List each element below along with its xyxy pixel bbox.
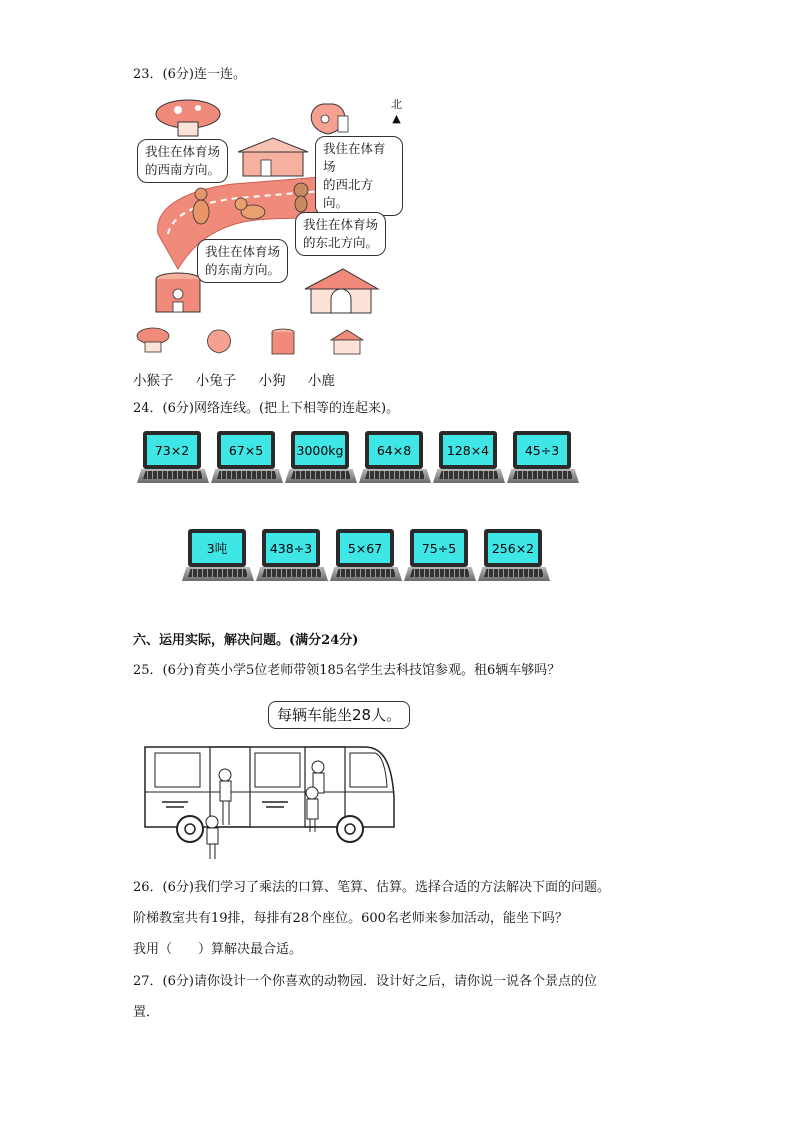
bubble-southwest: 我住在体育场 的西南方向。 [137, 139, 228, 183]
q27-continuation: 置． [133, 1005, 160, 1020]
laptop-screen [217, 431, 275, 469]
laptop-display-text: 45÷3 [517, 435, 567, 465]
bottom-laptop-0 [182, 529, 254, 585]
laptop-screen [365, 431, 423, 469]
bubble-northeast: 我住在体育场 的东北方向。 [295, 212, 386, 256]
laptop-screen [143, 431, 201, 469]
laptop-screen [484, 529, 542, 567]
north-label: 北 [391, 98, 402, 111]
north-arrow-icon: ▲ [392, 112, 401, 125]
laptop-keyboard [262, 569, 322, 577]
bus-speech-bubble: 每辆车能坐28人。 [268, 701, 410, 729]
laptop-keyboard [513, 471, 573, 479]
small-mushroom-house-icon [137, 328, 169, 352]
laptop-display-text: 438÷3 [266, 533, 316, 563]
laptop-display-text: 3吨 [192, 533, 242, 563]
q23-heading: 23．(6分)连一连。 [133, 67, 246, 82]
laptop-display-text: 67×5 [221, 435, 271, 465]
animal-label-deer: 小鹿 [307, 373, 335, 389]
laptop-keyboard [365, 471, 425, 479]
top-laptop-0 [137, 431, 209, 487]
section-title: 六、运用实际，解决问题。(满分24分) [133, 633, 359, 648]
stadium-icon [238, 138, 308, 176]
laptop-keyboard [439, 471, 499, 479]
laptop-screen [513, 431, 571, 469]
laptop-display-text: 3000kg [295, 435, 345, 465]
laptop-screen [336, 529, 394, 567]
laptop-keyboard [291, 471, 351, 479]
laptop-keyboard [143, 471, 203, 479]
north-indicator [391, 96, 402, 125]
laptop-keyboard [336, 569, 396, 577]
animal-label-dog: 小狗 [258, 373, 286, 389]
peach-house-icon [311, 104, 348, 134]
top-laptop-4 [433, 431, 505, 487]
small-dog-house-icon [331, 330, 363, 354]
top-laptop-2 [285, 431, 357, 487]
top-laptop-5 [507, 431, 579, 487]
bubble-northwest: 我住在体育场 的西北方向。 [315, 136, 403, 216]
laptop-display-text: 256×2 [488, 533, 538, 563]
dog-house-icon [305, 269, 378, 313]
laptop-keyboard [484, 569, 544, 577]
laptop-display-text: 64×8 [369, 435, 419, 465]
q25-heading: 25．(6分)育英小学5位老师带领185名学生去科技馆参观。租6辆车够吗？ [133, 663, 561, 678]
bottom-laptop-1 [256, 529, 328, 585]
bottom-laptop-4 [478, 529, 550, 585]
laptop-screen [262, 529, 320, 567]
laptop-screen [188, 529, 246, 567]
animal-name-list [133, 369, 353, 389]
top-laptop-3 [359, 431, 431, 487]
small-stump-house-icon [272, 329, 294, 354]
deer-icon [193, 188, 209, 224]
laptop-keyboard [217, 471, 277, 479]
q26-answer-line: 我用（ ）算解决最合适。 [133, 942, 303, 957]
laptop-display-text: 75÷5 [414, 533, 464, 563]
bubble-southeast: 我住在体育场 的东南方向。 [197, 239, 288, 283]
bottom-laptop-2 [330, 529, 402, 585]
bus-illustration [140, 697, 400, 867]
laptop-display-text: 73×2 [147, 435, 197, 465]
laptop-keyboard [410, 569, 470, 577]
direction-map [133, 94, 403, 324]
laptop-screen [291, 431, 349, 469]
small-peach-house-icon [208, 330, 231, 353]
bottom-laptop-3 [404, 529, 476, 585]
top-laptop-1 [211, 431, 283, 487]
laptop-screen [439, 431, 497, 469]
animal-label-rabbit: 小兔子 [195, 373, 237, 389]
laptop-display-text: 5×67 [340, 533, 390, 563]
q27-heading: 27．(6分)请你设计一个你喜欢的动物园．设计好之后，请你说一说各个景点的位 [133, 974, 597, 989]
stump-house-icon [156, 273, 200, 312]
q26-heading: 26．(6分)我们学习了乘法的口算、笔算、估算。选择合适的方法解决下面的问题。 [133, 880, 610, 895]
laptop-display-text: 128×4 [443, 435, 493, 465]
small-houses-row [135, 326, 375, 356]
q26-problem: 阶梯教室共有19排，每排有28个座位。600名老师来参加活动，能坐下吗？ [133, 911, 568, 926]
mushroom-house-icon [156, 100, 220, 136]
laptop-screen [410, 529, 468, 567]
laptop-keyboard [188, 569, 248, 577]
animal-label-monkey: 小猴子 [133, 373, 174, 389]
q24-heading: 24．(6分)网络连线。(把上下相等的连起来)。 [133, 401, 400, 416]
